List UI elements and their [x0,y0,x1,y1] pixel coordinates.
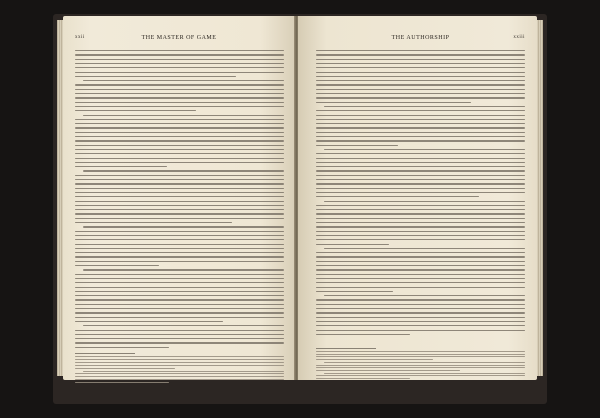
text-line [316,89,525,90]
text-line [75,299,284,300]
text-line [316,370,460,371]
text-line [316,76,525,77]
text-line [324,201,525,202]
text-line [75,334,284,335]
text-line [316,63,525,64]
text-line [316,119,525,120]
text-line [316,205,525,206]
text-line [75,368,175,369]
text-line [83,269,284,270]
text-line [75,321,223,322]
text-line [316,378,410,379]
right-running-head: THE AUTHORSHIP [391,35,450,41]
text-line [316,72,525,73]
text-line [75,54,284,55]
text-line [316,170,525,171]
text-line [75,347,169,348]
text-line [316,359,433,360]
text-line [75,119,284,120]
text-line [75,59,284,60]
text-line [316,158,525,159]
text-line [75,213,284,214]
text-line [75,63,284,64]
text-line [316,218,525,219]
text-line [316,351,525,352]
text-line [316,354,525,355]
left-page-number: xxii [75,35,85,40]
text-line [316,269,525,270]
text-line [75,192,284,193]
text-line [316,213,525,214]
text-line [316,188,525,189]
text-line [316,231,525,232]
text-line [324,149,525,150]
text-line [316,274,525,275]
text-line [316,312,525,313]
page-edges-right [537,20,543,376]
text-line [75,188,284,189]
text-line [316,102,471,103]
right-footnote-rule [316,348,376,349]
text-line [75,261,284,262]
left-running-head: THE MASTER OF GAME [141,35,217,41]
text-line [75,244,284,245]
text-line [75,205,284,206]
text-line [316,115,525,116]
text-line [316,299,525,300]
text-line [324,248,525,249]
text-line [324,106,525,107]
text-line [75,145,284,146]
text-line [316,84,525,85]
text-line [316,334,410,335]
text-line [75,97,284,98]
text-line [324,362,525,363]
text-line [75,84,284,85]
text-line [75,330,284,331]
text-line [316,97,525,98]
text-line [316,183,525,184]
text-line [316,140,525,141]
text-line [316,132,525,133]
text-line [75,149,284,150]
left-page-header [75,35,283,45]
text-line [75,158,284,159]
text-line [316,291,393,292]
text-line [75,278,284,279]
text-line [316,145,398,146]
text-line [316,304,525,305]
text-line [75,76,236,77]
text-line [75,312,284,313]
text-line [75,127,284,128]
text-line [75,132,284,133]
text-line [316,321,525,322]
text-line [316,226,525,227]
text-line [75,317,284,318]
text-line [316,127,525,128]
text-line [75,231,284,232]
text-line [75,382,169,383]
text-line [316,367,525,368]
text-line [75,183,284,184]
text-line [316,330,525,331]
text-line [75,218,284,219]
text-line [75,287,284,288]
text-line [316,235,525,236]
text-line [75,106,284,107]
right-page-header [316,35,525,45]
text-line [316,162,525,163]
text-line [316,54,525,55]
text-line [75,342,284,343]
text-line [316,192,525,193]
text-line [83,170,284,171]
text-line [316,365,525,366]
text-line [75,162,284,163]
text-line [75,175,284,176]
text-line [75,248,284,249]
text-line [75,365,284,366]
text-line [316,287,525,288]
text-line [75,379,284,380]
text-line [75,304,284,305]
text-line [316,261,525,262]
text-line [324,373,525,374]
text-line [83,115,284,116]
text-line [75,102,284,103]
text-line [316,175,525,176]
text-line [316,278,525,279]
text-line [316,59,525,60]
text-line [75,201,284,202]
text-line [316,256,525,257]
left-footnote-rule [75,353,135,354]
text-line [75,256,284,257]
right-page-number: xxiii [513,35,525,40]
text-line [75,362,284,363]
text-line [75,235,284,236]
text-line [75,140,284,141]
text-line [316,317,525,318]
text-line [75,356,284,357]
text-line [75,89,284,90]
text-line [75,72,284,73]
text-line [75,359,284,360]
text-line [75,274,284,275]
text-line [83,226,284,227]
text-line [83,371,284,372]
text-line [75,291,284,292]
text-line [316,244,389,245]
